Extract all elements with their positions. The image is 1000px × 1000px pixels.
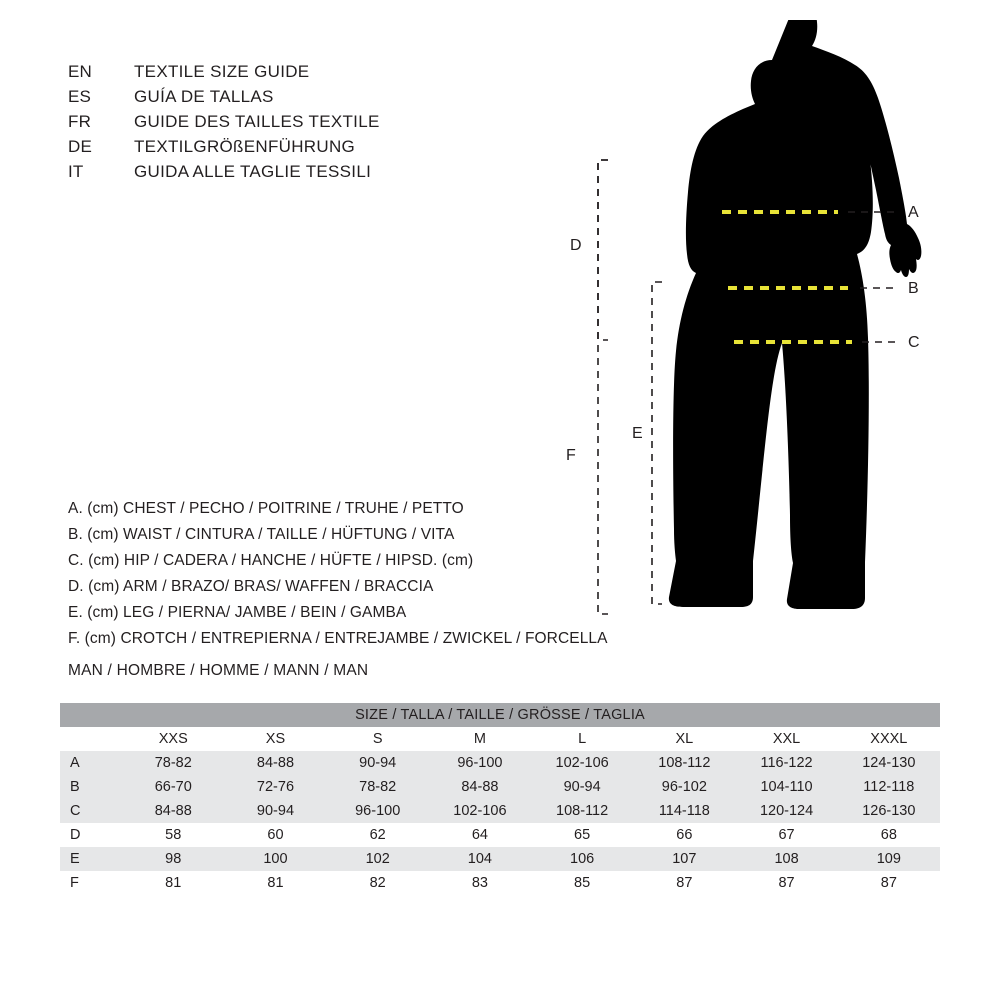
- table-cell: 84-88: [122, 799, 224, 823]
- marker-label-e: E: [632, 425, 643, 442]
- table-cell: 66-70: [122, 775, 224, 799]
- table-cell: 108-112: [531, 799, 633, 823]
- table-cell: 65: [531, 823, 633, 847]
- table-cell: 108: [735, 847, 837, 871]
- table-cell: 64: [429, 823, 531, 847]
- title-row: [68, 162, 588, 187]
- table-cell: 67: [735, 823, 837, 847]
- title-text-fr: GUIDE DES TAILLES TEXTILE: [134, 112, 380, 131]
- table-col-head-xs: XS: [224, 727, 326, 751]
- marker-label-a: A: [908, 204, 919, 221]
- table-cell: 82: [327, 871, 429, 895]
- table-cell: 58: [122, 823, 224, 847]
- table-cell: 90-94: [327, 751, 429, 775]
- table-row-label-e: E: [60, 847, 122, 871]
- table-header-label: SIZE / TALLA / TAILLE / GRÖSSE / TAGLIA: [60, 703, 940, 727]
- table-col-head-xl: XL: [633, 727, 735, 751]
- legend-item-f: F. (cm) CROTCH / ENTREPIERNA / ENTREJAMBE / ZWICKEL / FORCELLA: [68, 630, 608, 647]
- table-row: [60, 847, 940, 871]
- table-cell: 84-88: [429, 775, 531, 799]
- table-cell: 109: [838, 847, 940, 871]
- title-row: [68, 137, 588, 162]
- title-row: [68, 112, 588, 137]
- legend-item-b: B. (cm) WAIST / CINTURA / TAILLE / HÜFTUNG / VITA: [68, 526, 455, 543]
- table-cell-empty: [60, 727, 122, 751]
- table-col-head-m: M: [429, 727, 531, 751]
- table-col-head-xxs: XXS: [122, 727, 224, 751]
- bracket-d: [598, 160, 608, 340]
- table-row: [60, 775, 940, 799]
- legend-item-e: E. (cm) LEG / PIERNA/ JAMBE / BEIN / GAMBA: [68, 604, 407, 621]
- table-cell: 85: [531, 871, 633, 895]
- marker-label-c: C: [908, 334, 920, 351]
- table-cell: 102-106: [429, 799, 531, 823]
- table-cell: 107: [633, 847, 735, 871]
- title-row: [68, 87, 588, 112]
- title-text-it: GUIDA ALLE TAGLIE TESSILI: [134, 162, 372, 181]
- gender-label: MAN / HOMBRE / HOMME / MANN / MAN: [68, 662, 369, 679]
- table-col-head-xxxl: XXXL: [838, 727, 940, 751]
- table-cell: 83: [429, 871, 531, 895]
- table-cell: 96-100: [327, 799, 429, 823]
- table-cell: 106: [531, 847, 633, 871]
- title-text-de: TEXTILGRÖßENFÜHRUNG: [134, 137, 356, 156]
- table-cell: 96-100: [429, 751, 531, 775]
- title-text-en: TEXTILE SIZE GUIDE: [134, 62, 310, 81]
- table-row: [60, 799, 940, 823]
- table-col-head-s: S: [327, 727, 429, 751]
- title-block: [68, 62, 588, 187]
- table-header-row: [60, 703, 940, 727]
- title-lang-en: EN: [68, 62, 93, 81]
- title-lang-fr: FR: [68, 112, 92, 131]
- legend-item-a: A. (cm) CHEST / PECHO / POITRINE / TRUHE / PETTO: [68, 500, 464, 517]
- legend-item-d: D. (cm) ARM / BRAZO/ BRAS/ WAFFEN / BRACCIA: [68, 578, 434, 595]
- table-cell: 98: [122, 847, 224, 871]
- table-row-label-f: F: [60, 871, 122, 895]
- table-cell: 87: [735, 871, 837, 895]
- title-lang-de: DE: [68, 137, 93, 156]
- table-cell: 100: [224, 847, 326, 871]
- table-cell: 62: [327, 823, 429, 847]
- table-cell: 120-124: [735, 799, 837, 823]
- title-lang-es: ES: [68, 87, 92, 106]
- table-row: [60, 871, 940, 895]
- table-cell: 81: [224, 871, 326, 895]
- table-cell: 108-112: [633, 751, 735, 775]
- table-cell: 78-82: [327, 775, 429, 799]
- marker-label-f: F: [566, 447, 576, 464]
- table-cell: 116-122: [735, 751, 837, 775]
- table-cell: 78-82: [122, 751, 224, 775]
- marker-label-d: D: [570, 237, 582, 254]
- table-cell: 112-118: [838, 775, 940, 799]
- table-cell: 96-102: [633, 775, 735, 799]
- table-cell: 104-110: [735, 775, 837, 799]
- table-row-label-c: C: [60, 799, 122, 823]
- table-cell: 124-130: [838, 751, 940, 775]
- table-cell: 81: [122, 871, 224, 895]
- table-row: [60, 823, 940, 847]
- table-cell: 114-118: [633, 799, 735, 823]
- marker-label-b: B: [908, 280, 919, 297]
- table-cell: 84-88: [224, 751, 326, 775]
- table-col-head-xxl: XXL: [735, 727, 837, 751]
- table-cell: 66: [633, 823, 735, 847]
- legend-block: [68, 500, 688, 656]
- man-silhouette-icon: [669, 20, 922, 609]
- table-row-sizes: [60, 727, 940, 751]
- table-cell: 68: [838, 823, 940, 847]
- title-row: [68, 62, 588, 87]
- title-lang-it: IT: [68, 162, 84, 181]
- table-row-label-b: B: [60, 775, 122, 799]
- table-row: [60, 751, 940, 775]
- table-cell: 60: [224, 823, 326, 847]
- table-cell: 102-106: [531, 751, 633, 775]
- table-col-head-l: L: [531, 727, 633, 751]
- table-cell: 90-94: [531, 775, 633, 799]
- table-row-label-d: D: [60, 823, 122, 847]
- table-cell: 72-76: [224, 775, 326, 799]
- table-cell: 90-94: [224, 799, 326, 823]
- title-text-es: GUÍA DE TALLAS: [134, 87, 274, 106]
- table-row-label-a: A: [60, 751, 122, 775]
- legend-item-c: C. (cm) HIP / CADERA / HANCHE / HÜFTE / HIPSD. (cm): [68, 552, 474, 569]
- table-cell: 87: [838, 871, 940, 895]
- table-cell: 102: [327, 847, 429, 871]
- size-table: [60, 703, 940, 895]
- table-cell: 87: [633, 871, 735, 895]
- table-cell: 126-130: [838, 799, 940, 823]
- table-cell: 104: [429, 847, 531, 871]
